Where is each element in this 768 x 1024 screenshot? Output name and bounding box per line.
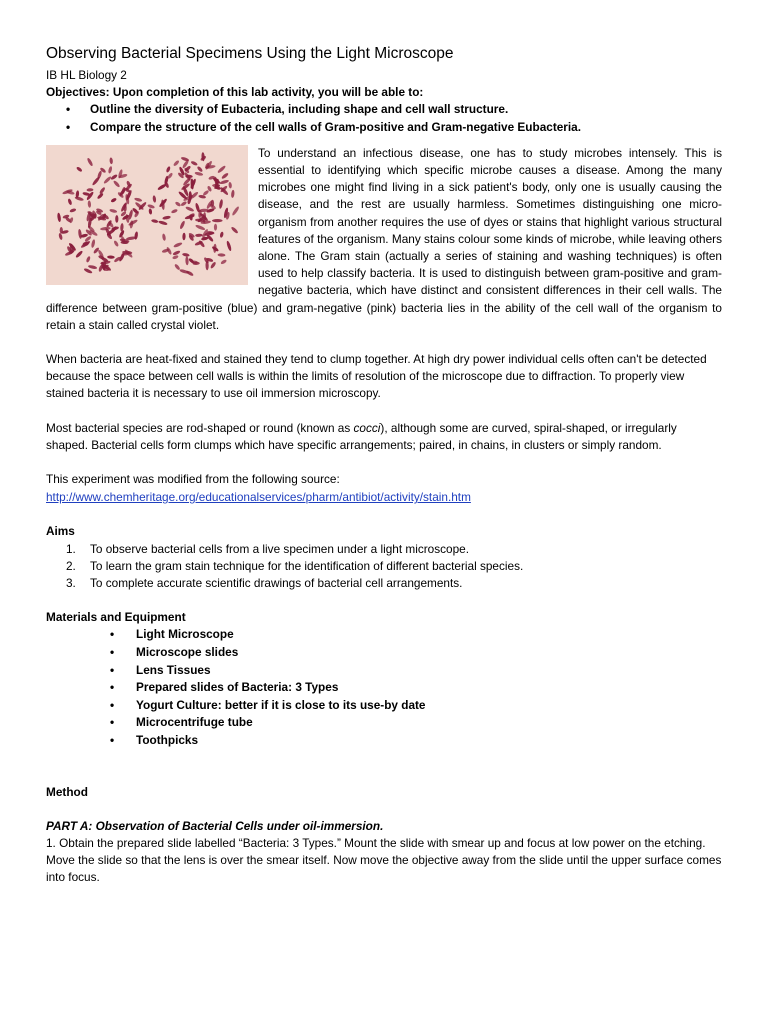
shapes-text-before: Most bacterial species are rod-shaped or round (known as [46,420,354,435]
source-link[interactable]: http://www.chemheritage.org/educationalservices/pharm/antibiot/activity/stain.htm [46,490,471,505]
document-title: Observing Bacterial Specimens Using the Light Microscope [46,45,454,62]
objective-item: • Compare the structure of the cell walls of Gram-positive and Gram-negative Eubacteria. [46,119,722,136]
aims-list [46,541,722,593]
source-intro: This experiment was modified from the following source: [46,472,340,487]
objectives-label: Objectives: [46,85,110,100]
aim-item [46,575,722,592]
aim-number: 3. [66,576,76,591]
shapes-paragraph [46,420,722,454]
material-item: • Microcentrifuge tube [46,714,722,732]
bacterium-rod [115,215,118,223]
intro-paragraph: To understand an infectious disease, one has to study microbes intensely. This is essential to identifying which specific microbe causes a disease. Among the many microbes one might find living in a sick patient's body, only one is usually causing the disease, and the rest are usually harmless. Sometimes distinguishing one micro-organism from another requires the use of dyes or stains that highlight various structural features of the organism. Many stains colour some kinds of microbe, while leaving others alone. The Gram stain (actually a series of staining and washing techniques) is often used to help classify bacteria. It is used to distinguish between gram-positive and gram-negative bacteria, which have distinct and consistent differences in their cell walls. The difference between gram-positive (blue) and gram-negative (pink) bacteria lies in the ability of the cell wall of the organism to retain a stain called crystal violet. [46,145,722,332]
aim-number: 1. [66,541,76,556]
aim-text: To observe bacterial cells from a live specimen under a light microscope. [90,541,469,556]
shapes-text-after: ), although some are curved, spiral-shaped, or irregularly shaped. Bacterial cells form clumps which have specific arrangements; paired, in chains, in clusters or simply random. [46,420,677,452]
intro-section [46,145,722,334]
objectives-list [46,101,722,135]
objectives-intro: Upon completion of this lab activity, you will be able to: [112,85,424,100]
materials-list [46,626,722,749]
course-name: IB HL Biology 2 [46,68,127,82]
aims-heading: Aims [46,524,75,539]
material-item: • Microscope slides [46,644,722,662]
aim-text: To learn the gram stain technique for the identification of different bacterial species. [90,558,524,573]
material-item: • Yogurt Culture: better if it is close to its use-by date [46,697,722,715]
method-step-1: 1. Obtain the prepared slide labelled “Bacteria: 3 Types.” Mount the slide with smear up and focus at low power on the etching. Move the slide so that the lens is over the smear itself. Now move the objective away from the slide until the upper surface comes into focus. [46,836,722,885]
material-item: • Lens Tissues [46,662,722,680]
material-item: • Toothpicks [46,732,722,750]
objective-item: • Outline the diversity of Eubacteria, including shape and cell wall structure. [46,101,722,118]
micrograph-image [46,145,248,285]
materials-heading: Materials and Equipment [46,610,186,625]
cocci-term: cocci [353,420,381,435]
part-a-heading: PART A: Observation of Bacterial Cells under oil-immersion. [46,818,384,833]
method-heading: Method [46,784,88,799]
heat-fixed-paragraph: When bacteria are heat-fixed and stained they tend to clump together. At high dry power individual cells often can't be detected because the space between cell walls is within the limits of resolution of the microscope due to diffraction. To properly view stained bacteria it is necessary to use oil immersion microscopy. [46,352,707,401]
material-item: • Light Microscope [46,626,722,644]
bacterium-rod [212,219,223,222]
aim-text: To complete accurate scientific drawings of bacterial cell arrangements. [90,576,463,591]
objectives-line [46,84,722,101]
gram-stain-micrograph [46,145,248,285]
micrograph-background [46,145,248,285]
aim-item [46,558,722,575]
document-page [46,44,722,887]
material-item: • Prepared slides of Bacteria: 3 Types [46,679,722,697]
aim-item [46,541,722,558]
aim-number: 2. [66,558,76,573]
